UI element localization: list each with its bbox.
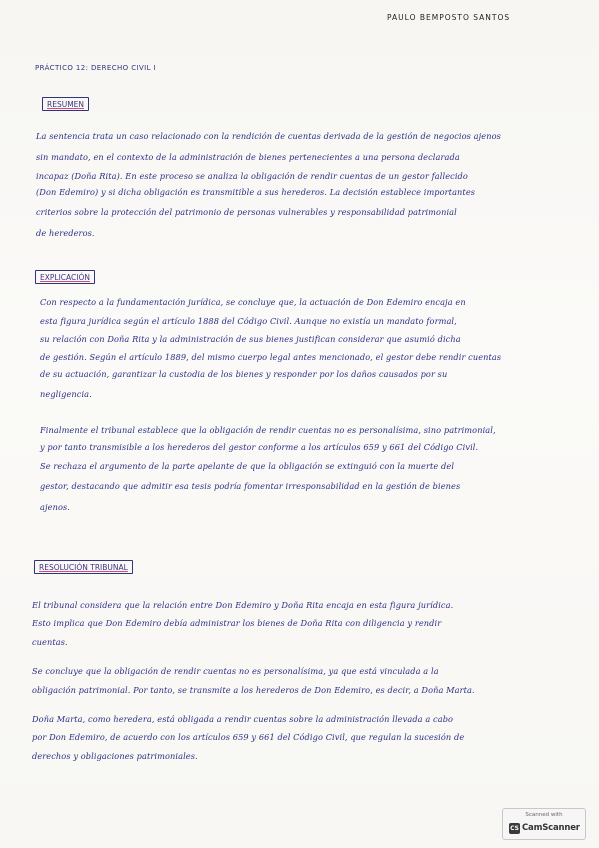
explicacion-line: esta figura jurídica según el artículo 1888 del Código Civil. Aunque no existía un mandato formal, xyxy=(40,316,457,326)
explicacion-line: su relación con Doña Rita y la administración de sus bienes justifican considerar que asumió dicha xyxy=(40,334,461,344)
explicacion-line: Se rechaza el argumento de la parte apelante de que la obligación se extinguió con la muerte del xyxy=(40,461,455,471)
explicacion-line: y por tanto transmisible a los herederos del gestor conforme a los artículos 659 y 661 del Código Civil. xyxy=(40,442,479,452)
resolucion-line: Esto implica que Don Edemiro debía administrar los bienes de Doña Rita con diligencia y rendir xyxy=(32,618,442,628)
camscanner-watermark xyxy=(502,808,586,840)
resolucion-line: derechos y obligaciones patrimoniales. xyxy=(32,751,198,761)
resolucion-line: El tribunal considera que la relación entre Don Edemiro y Doña Rita encaja en esta figura jurídica. xyxy=(32,600,454,610)
explicacion-line: Finalmente el tribunal establece que la obligación de rendir cuentas no es personalísima, sino patrimonial, xyxy=(40,425,496,435)
scanned-with-text: Scanned with xyxy=(525,812,563,818)
explicacion-line: de gestión. Según el artículo 1889, del mismo cuerpo legal antes mencionado, el gestor debe rendir cuentas xyxy=(40,352,502,362)
practice-title: PRÁCTICO 12: DERECHO CIVIL I xyxy=(35,64,156,72)
resumen-line: La sentencia trata un caso relacionado con la rendición de cuentas derivada de la gestión de negocios ajenos xyxy=(36,131,501,141)
camscanner-brand: CamScanner xyxy=(522,823,580,833)
explicacion-line: negligencia. xyxy=(40,389,92,399)
resumen-line: sin mandato, en el contexto de la administración de bienes pertenecientes a una persona declarada xyxy=(36,152,460,162)
explicacion-line: gestor, destacando que admitir esa tesis podría fomentar irresponsabilidad en la gestión de bienes xyxy=(40,481,461,491)
camscanner-logo-icon: CS xyxy=(510,825,519,832)
section-heading-resolucion: RESOLUCIÓN TRIBUNAL xyxy=(34,560,133,574)
resumen-line: (Don Edemiro) y si dicha obligación es transmitible a sus herederos. La decisión establece importantes xyxy=(36,187,476,197)
section-heading-explicacion: EXPLICACIÓN xyxy=(35,270,95,284)
author-name: PAULO BEMPOSTO SANTOS xyxy=(387,13,511,22)
resolucion-line: Se concluye que la obligación de rendir cuentas no es personalísima, ya que está vinculada a la xyxy=(32,666,439,676)
explicacion-line: ajenos. xyxy=(40,502,70,512)
resumen-line: incapaz (Doña Rita). En este proceso se analiza la obligación de rendir cuentas de un gestor fallecido xyxy=(36,171,468,181)
explicacion-line: Con respecto a la fundamentación jurídica, se concluye que, la actuación de Don Edemiro encaja en xyxy=(40,297,466,307)
resolucion-line: obligación patrimonial. Por tanto, se transmite a los herederos de Don Edemiro, es decir, a Doña Marta. xyxy=(32,685,475,695)
section-heading-resumen: RESUMEN xyxy=(42,97,89,111)
resumen-line: criterios sobre la protección del patrimonio de personas vulnerables y responsabilidad patrimonial xyxy=(36,207,457,217)
resolucion-line: por Don Edemiro, de acuerdo con los artículos 659 y 661 del Código Civil, que regulan la sucesión de xyxy=(32,732,465,742)
resolucion-line: cuentas. xyxy=(32,637,68,647)
explicacion-line: de su actuación, garantizar la custodia de los bienes y responder por los daños causados por su xyxy=(40,369,448,379)
resumen-line: de herederos. xyxy=(36,228,95,238)
resolucion-line: Doña Marta, como heredera, está obligada a rendir cuentas sobre la administración llevada a cabo xyxy=(32,714,454,724)
